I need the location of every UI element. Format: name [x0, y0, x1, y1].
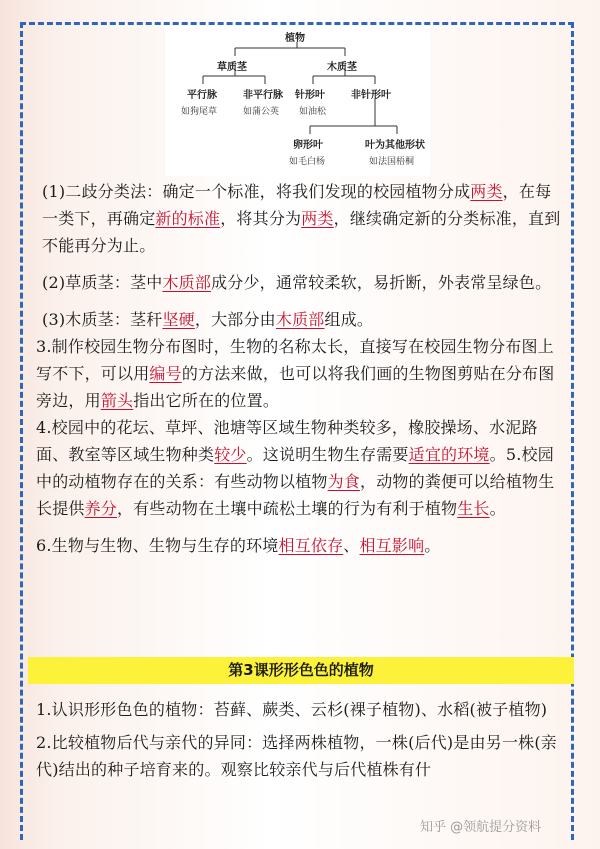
lesson-title-banner: 第3课形形色色的植物 — [28, 657, 574, 684]
node-nonparallel-example: 如蒲公英 — [243, 107, 280, 117]
paragraph-plant-types: 1.认识形形色色的植物：苔藓、蕨类、云杉(裸子植物)、水稻(被子植物) — [36, 700, 548, 719]
paragraph-woody-stem: (3)木质茎：茎秆坚硬，大部分由木质部组成。 — [42, 310, 374, 329]
paragraph-dichotomous: (1)二歧分类法：确定一个标准，将我们发现的校园植物分成两类，在每一类下，再确定新的标准，将其分为两类，继续确定新的分类标准，直到不能再分为止。 — [42, 182, 561, 255]
node-herb: 草质茎 — [217, 62, 247, 73]
node-parallel: 平行脉 — [187, 90, 217, 101]
paragraph-habitat-relations: 4.校园中的花坛、草坪、池塘等区域生物种类较多，橡胶操场、水泥路面、教室等区域生物种类较少。这说明生物生存需要适宜的环境。5.校园中的动植物存在的关系：有些动物以植物为食，动物的粪便可以给植物生长提供养分，有些动物在土壤中疏松土壤的行为有利于植物生长。 — [36, 418, 555, 518]
node-other-shape: 叶为其他形状 — [365, 140, 425, 151]
watermark: 知乎 @领航提分资料 — [420, 820, 542, 835]
node-needle: 针形叶 — [295, 90, 325, 101]
paragraph-compare-generations: 2.比较植物后代与亲代的异同：选择两株植物，一株(后代)是由另一株(亲代)结出的种子培育来的。观察比较亲代与后代植株有什 — [36, 733, 557, 779]
node-parallel-example: 如狗尾草 — [181, 107, 218, 117]
node-nonparallel: 非平行脉 — [243, 90, 283, 101]
node-nonneedle: 非针形叶 — [351, 90, 391, 101]
node-root: 植物 — [285, 33, 305, 44]
paragraph-interdependence: 6.生物与生物、生物与生存的环境相互依存、相互影响。 — [36, 536, 441, 555]
lesson3-content — [36, 696, 572, 783]
node-ovate-example: 如毛白杨 — [289, 157, 326, 167]
node-wood: 木质茎 — [327, 62, 357, 73]
classification-tree-diagram — [165, 26, 430, 176]
paragraph-herbaceous-stem: (2)草质茎：茎中木质部成分少，通常较柔软，易折断，外表常呈绿色。 — [42, 273, 552, 292]
paragraph-distribution-map: 3.制作校园生物分布图时，生物的名称太长，直接写在校园生物分布图上写不下，可以用编号的方法来做，也可以将我们画的生物图剪贴在分布图旁边，用箭头指出它所在的位置。 — [36, 337, 555, 410]
node-ovate: 卵形叶 — [293, 140, 323, 151]
node-other-shape-example: 如法国梧桐 — [369, 157, 415, 167]
node-needle-example: 如油松 — [299, 107, 327, 117]
notes-content — [36, 178, 566, 559]
